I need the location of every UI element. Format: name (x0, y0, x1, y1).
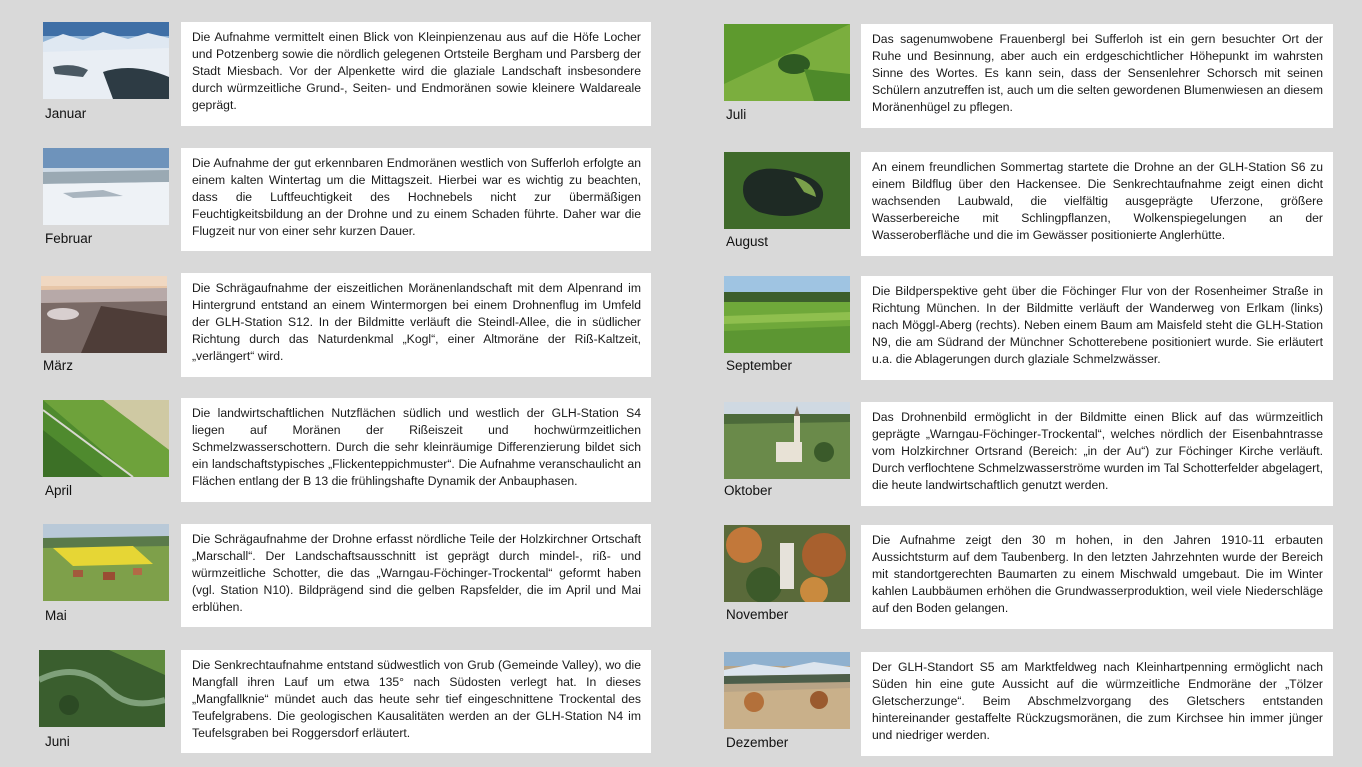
month-label: November (726, 607, 789, 622)
description-card: Die Schrägaufnahme der Drohne erfasst nördliche Teile der Holzkirchner Ortschaft „Marschall“. Der Landschaftsausschnitt ist geprägt durch mindel-, riß- und würmzeitliche Schotter, die das „Warngau-Föchinger-Trockental“ geformt haben (vgl. Station N10). Bildprägend sind die gelben Rapsfelder, die im April und Mai erblühen. (181, 524, 651, 627)
month-label: Februar (45, 231, 93, 246)
photo-juni (39, 650, 165, 727)
photo-februar (43, 148, 169, 225)
description-card: Die landwirtschaftlichen Nutzflächen südlich und westlich der GLH-Station S4 liegen auf Moränen der Rißeiszeit und hochwürmzeitlichen Schmelzwasserschottern. Durch die sehr kleinräumige Differenzierung bildet sich ein landschaftstypisches „Flickenteppichmuster“. Die Aufnahme veranschaulicht an Flächen entlang der B 13 die frühlingshafte Dynamik der Anbauphasen. (181, 398, 651, 502)
month-label: April (45, 483, 73, 498)
description-card: Die Bildperspektive geht über die Föchinger Flur von der Rosenheimer Straße in Richtung München. In der Bildmitte verläuft der Wanderweg von Erlkam (links) nach Möggl-Aberg (rechts). Neben einem Baum am Maisfeld steht die GLH-Station N9, die am Südrand der Münchner Schotterebene positioniert wurde. Sie erläutert u.a. die Ablagerungen durch glaziale Schmelzwässer. (861, 276, 1333, 380)
photo-november (724, 525, 850, 602)
photo-maerz (41, 276, 167, 353)
description-card: Der GLH-Standort S5 am Marktfeldweg nach Kleinhartpenning ermöglicht nach Süden hin eine gute Aussicht auf die würmzeitliche Endmoräne der „Tölzer Gletscherzunge“. Beim Abschmelzvorgang des Gletschers entstanden hintereinander gestaffelte Rückzugsmoränen, die zum Kirchsee hin immer jünger und niedriger werden. (861, 652, 1333, 756)
description-card: An einem freundlichen Sommertag startete die Drohne an der GLH-Station S6 zu einem Bildflug über den Hackensee. Die Senkrechtaufnahme zeigt einen dicht wachsenden Laubwald, die vielfältig ausgeprägte Uferzone, größere Wasserbereiche mit Schlingpflanzen, Wolkenspiegelungen an der Wasseroberfläche und die im Gewässer positionierte Anglerhütte. (861, 152, 1333, 256)
photo-september (724, 276, 850, 353)
month-label: Juli (726, 107, 747, 122)
description-card: Das sagenumwobene Frauenbergl bei Sufferloh ist ein gern besuchter Ort der Ruhe und Besinnung, aber auch ein erdgeschichtlicher Höhepunkt im wahrsten Sinne des Wortes. Es kann sein, dass der Sensenlehrer Schorsch mit seinen Schülern anzutreffen ist, auch um die selten gewordenen Blumenwiesen an diesem Moränenhügel zu pflegen. (861, 24, 1333, 128)
photo-dezember (724, 652, 850, 729)
month-label: Oktober (724, 483, 773, 498)
month-label: Juni (45, 734, 70, 749)
month-label: Mai (45, 608, 67, 623)
month-label: September (726, 358, 793, 373)
description-card: Die Schrägaufnahme der eiszeitlichen Moränenlandschaft mit dem Alpenrand im Hintergrund entstand an einem Wintermorgen bei einem Drohnenflug im Umfeld der GLH-Station S12. In der Bildmitte verläuft die Steindl-Allee, die in südlicher Richtung durch das Naturdenkmal „Kogl“, einer Altmoräne der Riß-Kaltzeit, „verlängert“ wird. (181, 273, 651, 377)
description-card: Das Drohnenbild ermöglicht in der Bildmitte einen Blick auf das würmzeitlich geprägte „Warngau-Föchinger-Trockental“, welches nördlich der Eisenbahntrasse vom Holzkirchner Ortsrand (Bereich: „in der Au“) zur Föchinger Kirche verläuft. Durch verflochtene Schmelzwasserströme wurden im Tal Schotterfelder abgelagert, die heute landwirtschaftlich genutzt werden. (861, 402, 1333, 506)
photo-januar (43, 22, 169, 99)
description-card: Die Senkrechtaufnahme entstand südwestlich von Grub (Gemeinde Valley), wo die Mangfall ihren Lauf um etwa 135° nach Südosten verlegt hat. In dieses „Mangfallknie“ mündet auch das heute sehr tief eingeschnittene Trockental des Teufelgrabens. Die geologischen Kausalitäten werden an der GLH-Station N4 im Teufelsgraben bei Roggersdorf erläutert. (181, 650, 651, 753)
month-label: März (43, 358, 73, 373)
description-card: Die Aufnahme zeigt den 30 m hohen, in den Jahren 1910-11 erbauten Aussichtsturm auf dem Taubenberg. In den letzten Jahrzehnten wurde der Bereich mit standortgerechten Baumarten zu einem Mischwald umgebaut. Die im Winter kahlen Laubbäumen erhöhen die Grundwasserproduktion, weil viele Niederschläge auf den Boden gelangen. (861, 525, 1333, 629)
photo-mai (43, 524, 169, 601)
photo-juli (724, 24, 850, 101)
photo-april (43, 400, 169, 477)
description-card: Die Aufnahme vermittelt einen Blick von Kleinpienzenau aus auf die Höfe Locher und Potzenberg sowie die nördlich gelegenen Ortsteile Bergham und Parsberg der Stadt Miesbach. Vor der Alpenkette wird die glaziale Landschaft insbesondere durch würmzeitliche Grund-, Seiten- und Endmoränen sowie kleinere Waldareale geprägt. (181, 22, 651, 126)
description-card: Die Aufnahme der gut erkennbaren Endmoränen westlich von Sufferloh erfolgte an einem kalten Wintertag um die Mittagszeit. Hierbei war es wichtig zu beachten, dass die Luftfeuchtigkeit des Hochnebels nicht zur übermäßigen Feuchtigkeitsbildung an der Drohne und zu einem Schaden führte. Daher war die Flugzeit nur von einer sehr kurzen Dauer. (181, 148, 651, 251)
photo-august (724, 152, 850, 229)
month-label: Januar (45, 106, 87, 121)
month-label: Dezember (726, 735, 789, 750)
month-label: August (726, 234, 769, 249)
photo-oktober (724, 402, 850, 479)
